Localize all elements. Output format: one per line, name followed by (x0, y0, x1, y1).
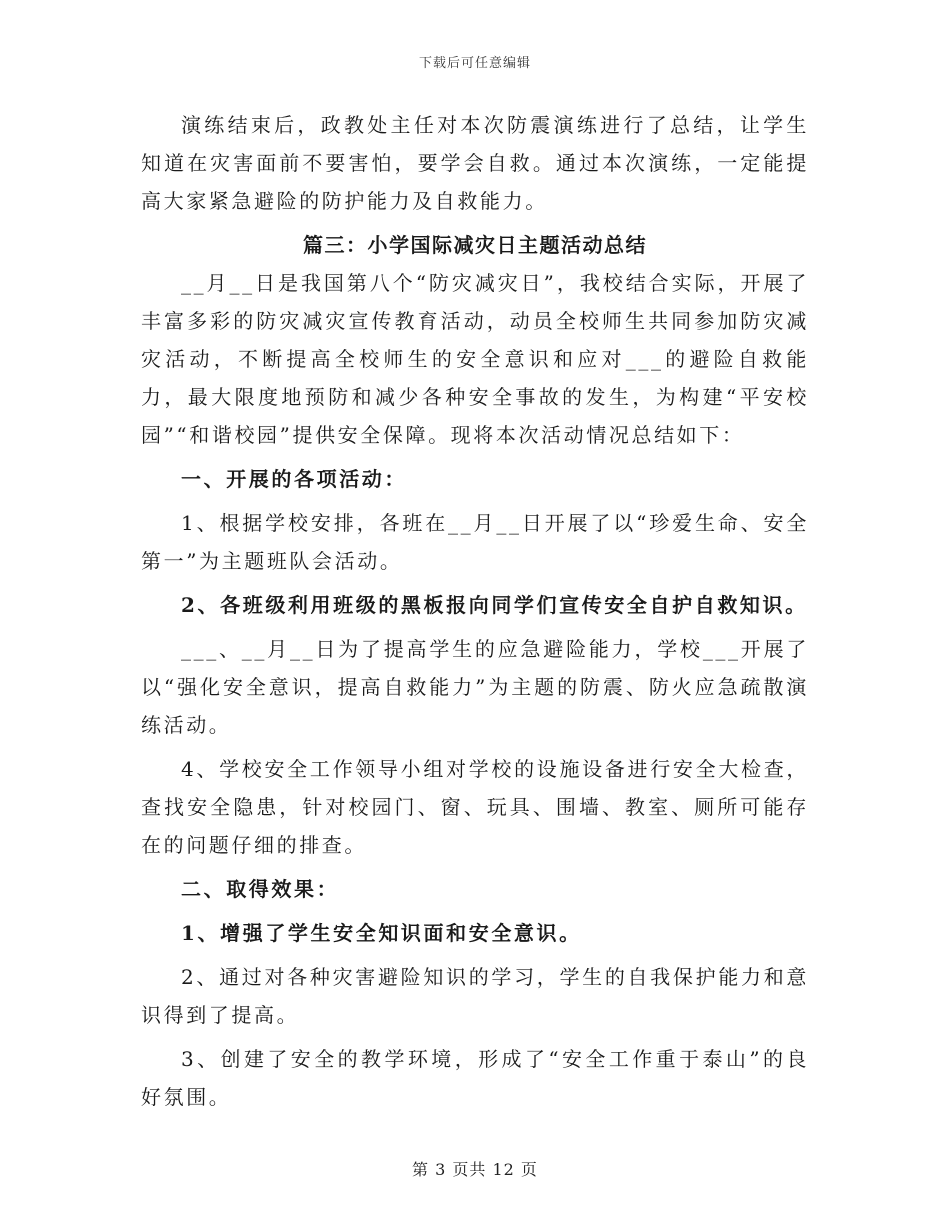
page-footer: 第 3 页共 12 页 (412, 1160, 538, 1179)
page-header: 下载后可任意编辑 (418, 56, 531, 71)
paragraph-drill-summary: 演练结束后，政教处主任对本次防震演练进行了总结，让学生知道在灾害面前不要害怕，要学会自救。通过本次演练，一定能提高大家紧急避险的防护能力及自救能力。 (141, 113, 809, 213)
paragraph-result-3: 3、创建了安全的教学环境，形成了“安全工作重于泰山”的良好氛围。 (141, 1047, 809, 1109)
heading-results: 二、取得效果： (181, 877, 340, 901)
paragraph-intro: __月__日是我国第八个“防灾减灾日”，我校结合实际，开展了丰富多彩的防灾减灾宣传教育活动，动员全校师生共同参加防灾减灾活动，不断提高全校师生的安全意识和应对___的避险自救能力，最大限度地预防和减少各种安全事故的发生，为构建“平安校园”“和谐校园”提供安全保障。现将本次活动情况总结如下： (141, 271, 809, 447)
paragraph-result-1: 1、增强了学生安全知识面和安全意识。 (181, 921, 582, 945)
paragraph-item-2: 2、各班级利用班级的黑板报向同学们宣传安全自护自救知识。 (181, 593, 808, 617)
paragraph-item-1: 1、根据学校安排，各班在__月__日开展了以“珍爱生命、安全第一”为主题班队会活动。 (141, 511, 809, 573)
section-title: 篇三：小学国际减灾日主题活动总结 (303, 233, 647, 257)
paragraph-item-4: 4、学校安全工作领导小组对学校的设施设备进行安全大检查，查找安全隐患，针对校园门、窗、玩具、围墙、教室、厕所可能存在的问题仔细的排查。 (141, 757, 809, 857)
document-body (141, 106, 809, 1116)
heading-activities: 一、开展的各项活动： (181, 467, 407, 491)
paragraph-item-3: ___、__月__日为了提高学生的应急避险能力，学校___开展了以“强化安全意识，提高自救能力”为主题的防震、防火应急疏散演练活动。 (141, 637, 809, 737)
paragraph-result-2: 2、通过对各种灾害避险知识的学习，学生的自我保护能力和意识得到了提高。 (141, 965, 809, 1027)
